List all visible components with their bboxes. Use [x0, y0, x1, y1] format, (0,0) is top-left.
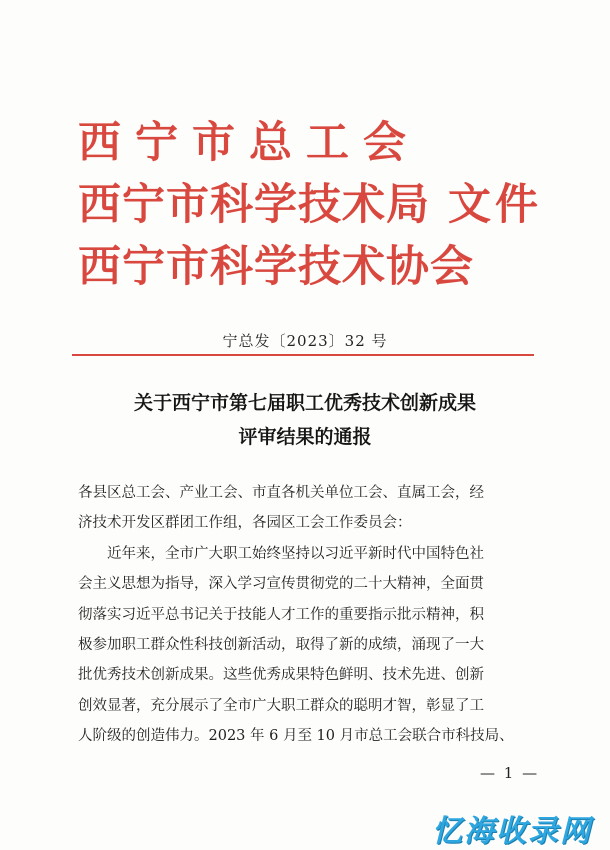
org-name-science-bureau-text: 西宁市科学技术局: [78, 180, 430, 230]
org-name-science-bureau: [78, 174, 598, 236]
title-line-2: 评审结果的通报: [238, 426, 372, 448]
org-name-trade-union: 西宁市总工会: [78, 118, 420, 168]
document-label: 文件: [448, 180, 542, 230]
document-title: [0, 386, 610, 454]
paragraph-line: 会主义思想为指导，深入学习宣传贯彻党的二十大精神，全面贯: [78, 576, 484, 593]
paragraph-line: 批优秀技术创新成果。这些优秀成果特色鲜明、技术先进、创新: [78, 667, 484, 684]
addressee-line: 各县区总工会、产业工会、市直各机关单位工会、直属工会，经: [78, 485, 484, 501]
red-divider: [72, 354, 534, 356]
document-body: [78, 478, 540, 752]
page-number: — 1 —: [480, 764, 540, 782]
paragraph-line: 创效显著，充分展示了全市广大职工群众的聪明才智，彰显了工: [78, 697, 484, 714]
paragraph-line: 人阶级的创造伟力。2023 年 6 月至 10 月市总工会联合市科技局、: [78, 728, 514, 745]
title-line-1: 关于西宁市第七届职工优秀技术创新成果: [133, 392, 476, 414]
paragraph-line: 彻落实习近平总书记关于技能人才工作的重要指示批示精神，积: [78, 606, 484, 623]
issuing-organizations: [78, 112, 598, 298]
watermark-logo: 忆海收录网: [432, 814, 592, 849]
document-number: 宁总发〔2023〕32 号: [222, 332, 388, 350]
org-name-science-association: 西宁市科学技术协会: [78, 242, 474, 292]
paragraph-line: 极参加职工群众性科技创新活动，取得了新的成绩，涌现了一大: [78, 637, 484, 654]
paragraph-line: 近年来，全市广大职工始终坚持以习近平新时代中国特色社: [107, 545, 484, 562]
addressee-line: 济技术开发区群团工作组，各园区工会工作委员会：: [78, 515, 412, 532]
